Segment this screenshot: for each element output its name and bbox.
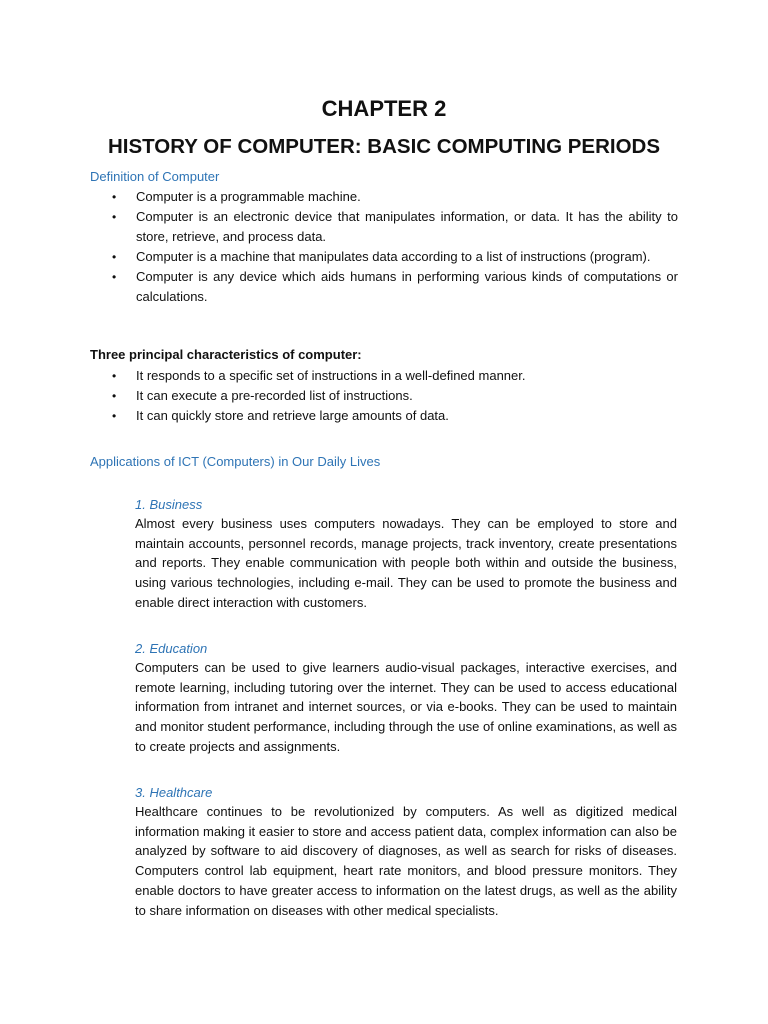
page-title: HISTORY OF COMPUTER: BASIC COMPUTING PERIODS <box>107 135 661 158</box>
section-title: 3. Healthcare <box>135 785 213 800</box>
applications-heading: Applications of ICT (Computers) in Our Daily Lives <box>90 454 381 469</box>
list-item: • Computer is a machine that manipulates data according to a list of instructions (program). <box>108 247 678 267</box>
list-item: • Computer is any device which aids humans in performing various kinds of computations or calculations. <box>112 269 678 304</box>
list-item: • It responds to a specific set of instructions in a well-defined manner. <box>108 366 678 386</box>
list-item: • Computer is a programmable machine. <box>108 187 678 207</box>
section-education <box>135 639 677 757</box>
list-item: • It can quickly store and retrieve large amounts of data. <box>108 406 678 426</box>
section-healthcare <box>135 783 677 920</box>
list-item: • It can execute a pre-recorded list of instructions. <box>108 386 678 406</box>
section-title: 2. Education <box>135 641 208 656</box>
section-body: Almost every business uses computers nowadays. They can be employed to store and maintain accounts, personnel records, manage projects, track inventory, create presentations and reports. They enable communication with people both within and outside the business, using various technologies, including e-mail. They can be used to promote the business and enable direct interaction with customers. <box>135 516 677 610</box>
list-item: • Computer is an electronic device that manipulates information, or data. It has the ability to store, retrieve, and process data. <box>112 209 678 244</box>
section-body: Computers can be used to give learners audio-visual packages, interactive exercises, and remote learning, including tutoring over the internet. They can be used to access educational information from intranet and internet sources, or via e-books. They can be used to maintain and monitor student performance, including through the use of online examinations, as well as to create projects and assignments. <box>135 660 677 754</box>
definition-heading: Definition of Computer <box>90 169 220 184</box>
chapter-label: CHAPTER 2 <box>321 96 447 121</box>
section-body: Healthcare continues to be revolutionized by computers. As well as digitized medical information making it easier to store and access patient data, complex information can also be analyzed by software to aid discovery of diagnoses, as well as search for risks of diseases. Computers control lab equipment, heart rate monitors, and blood pressure monitors. They enable doctors to have greater access to information on the latest drugs, as well as the ability to share information on diseases with other medical specialists. <box>135 804 677 918</box>
bullet-icon: • <box>112 270 117 284</box>
bullet-icon: • <box>112 190 117 204</box>
bullet-icon: • <box>112 210 117 224</box>
bullet-icon: • <box>112 250 117 264</box>
characteristics-list <box>108 366 678 426</box>
bullet-icon: • <box>112 389 117 403</box>
characteristics-heading: Three principal characteristics of computer: <box>90 347 362 362</box>
bullet-icon: • <box>112 409 117 423</box>
section-business <box>135 495 677 613</box>
definition-list <box>108 187 678 307</box>
section-title: 1. Business <box>135 497 203 512</box>
bullet-icon: • <box>112 369 117 383</box>
